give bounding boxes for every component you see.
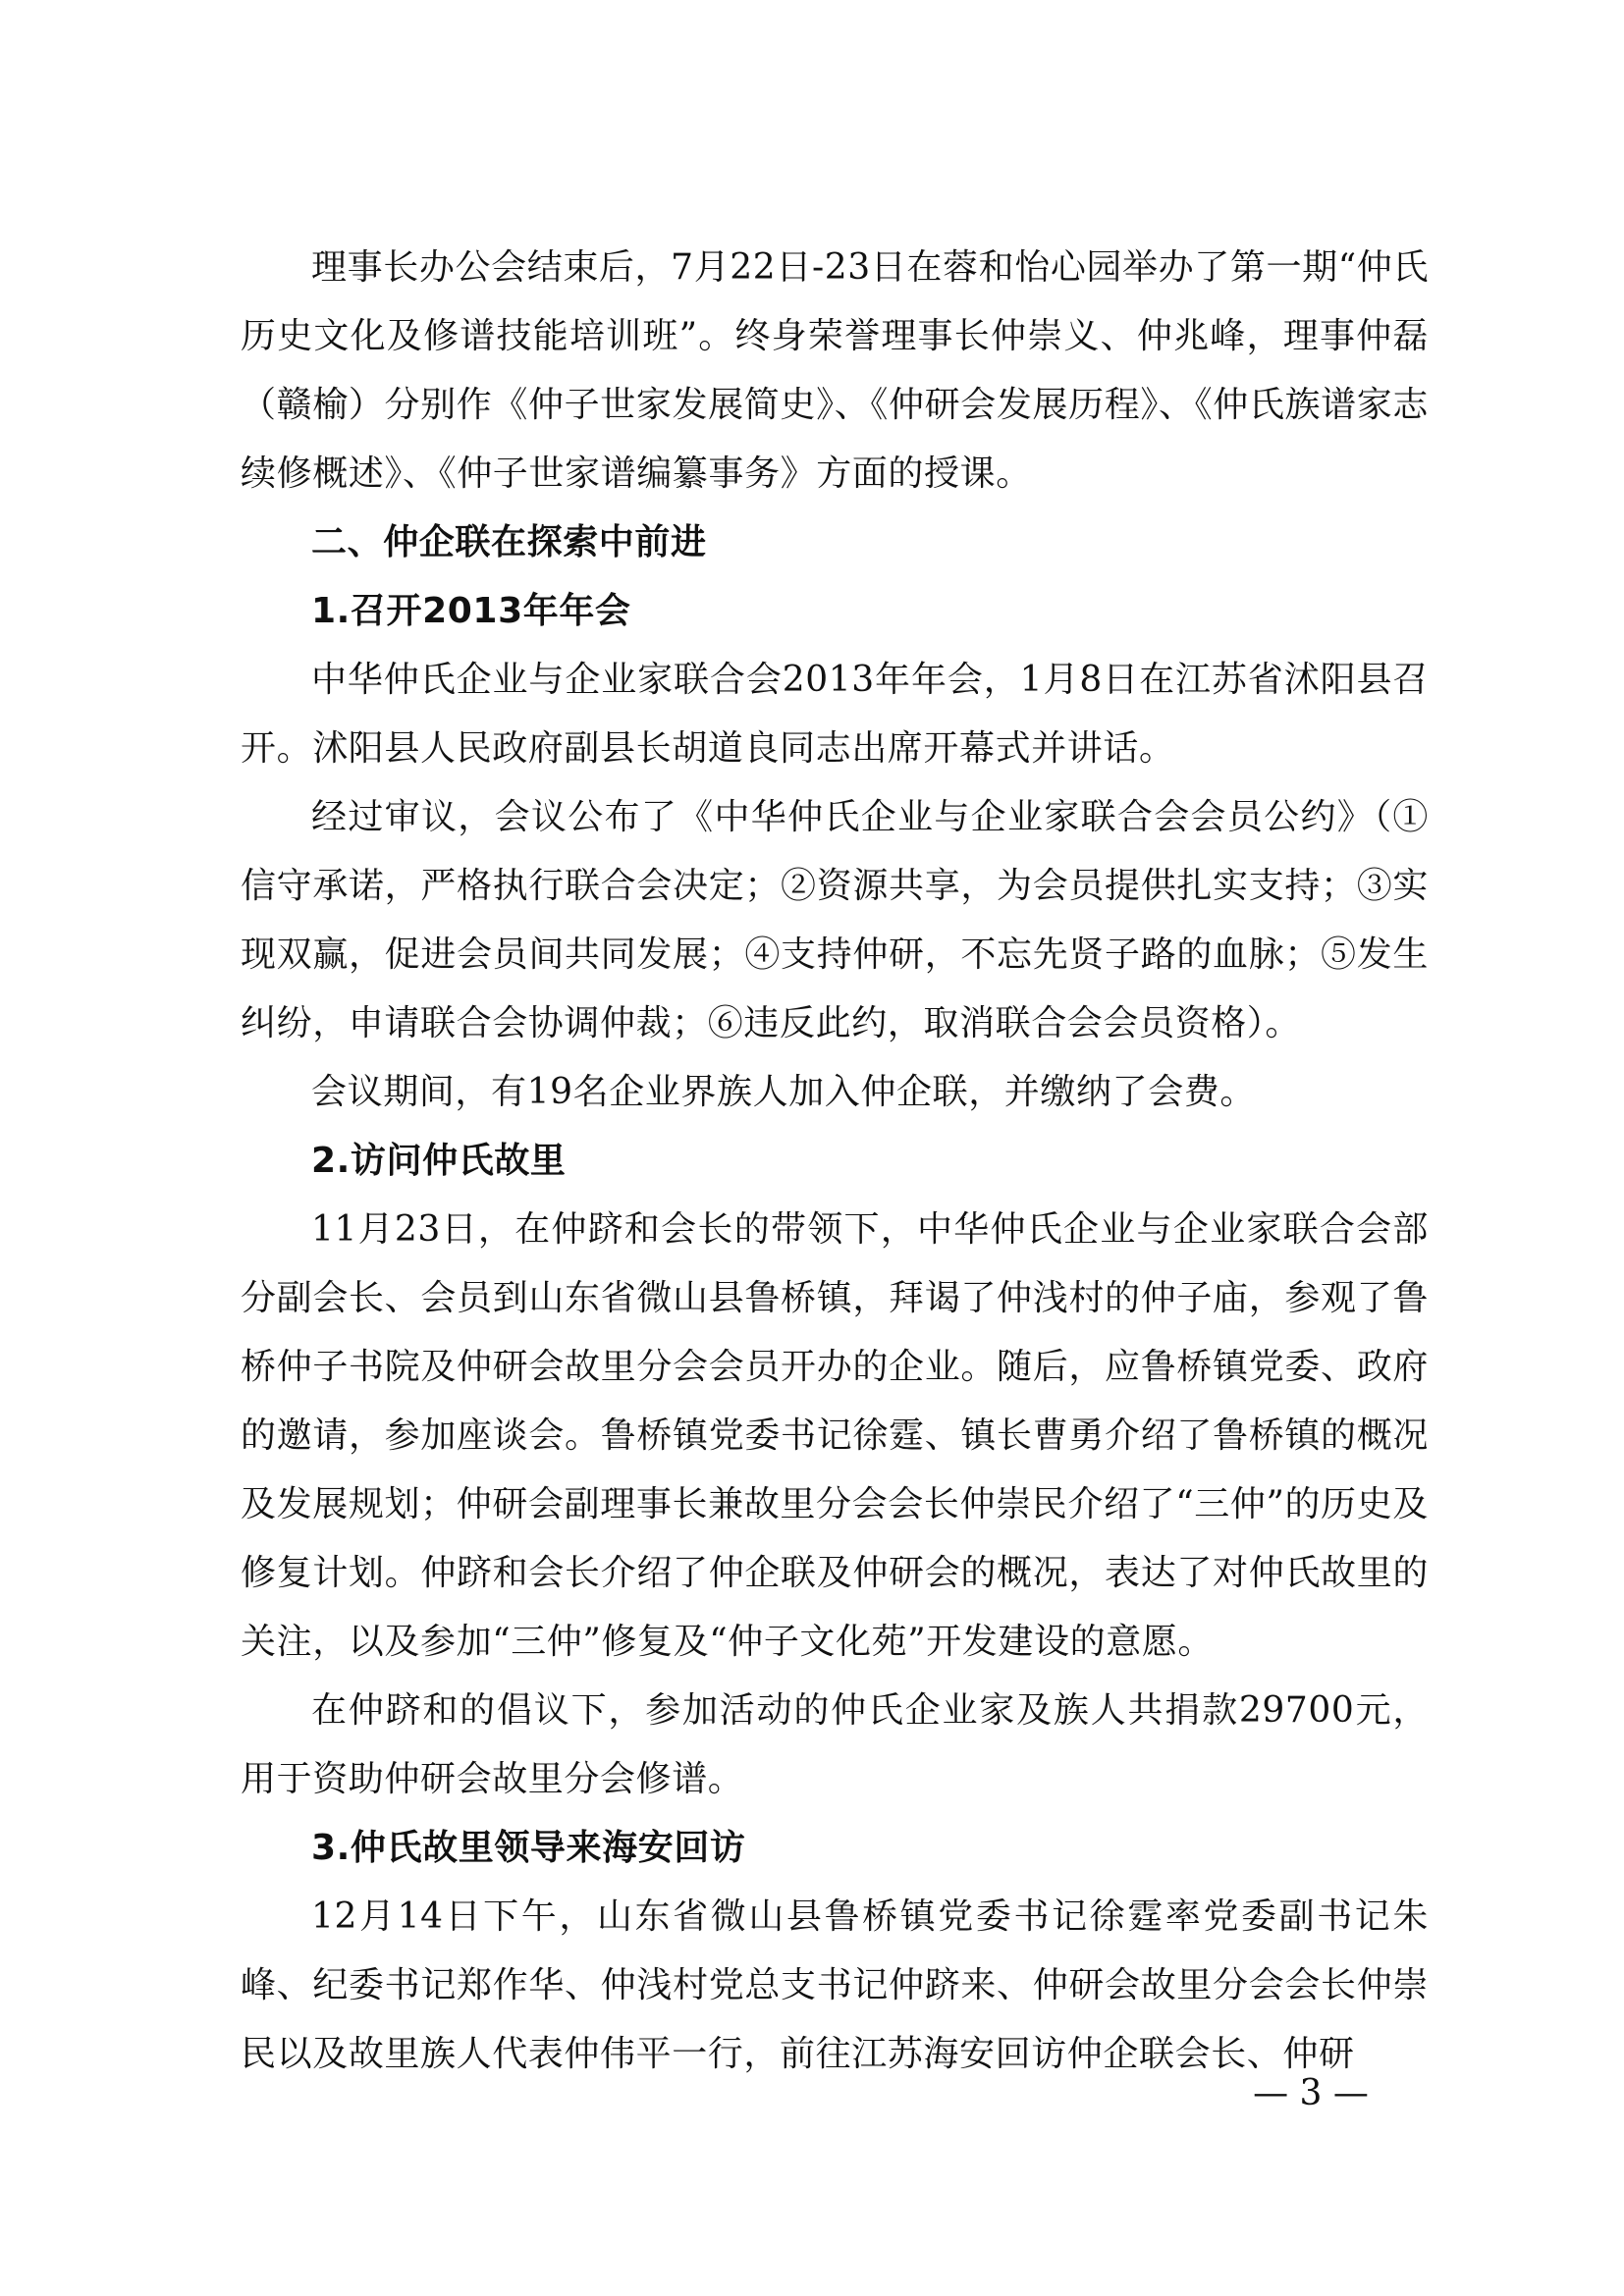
paragraph-member-convention: 经过审议，会议公布了《中华仲氏企业与企业家联合会会员公约》（①信守承诺，严格执行联合会决定；②资源共享，为会员提供扎实支持；③实现双赢，促进会员间共同发展；④支持仲研，不忘先贤子路的血脉；⑤发生纠纷，申请联合会协调仲裁；⑥违反此约，取消联合会会员资格）。 <box>241 797 1429 1043</box>
subheading-visit-hometown: 2.访问仲氏故里 <box>311 1141 567 1181</box>
document-body <box>241 234 1429 2089</box>
paragraph-return-visit: 12月14日下午，山东省微山县鲁桥镇党委书记徐霆率党委副书记朱峰、纪委书记郑作华、仲浅村党总支书记仲跻来、仲研会故里分会会长仲崇民以及故里族人代表仲伟平一行，前往江苏海安回访仲企联会长、仲研 <box>241 1896 1429 2074</box>
paragraph-annual-meeting: 中华仲氏企业与企业家联合会2013年年会，1月8日在江苏省沭阳县召开。沭阳县人民政府副县长胡道良同志出席开幕式并讲话。 <box>241 660 1429 769</box>
paragraph-donation: 在仲跻和的倡议下，参加活动的仲氏企业家及族人共捐款29700元，用于资助仲研会故里分会修谱。 <box>241 1690 1429 1799</box>
paragraph-new-members: 会议期间，有19名企业界族人加入仲企联，并缴纳了会费。 <box>311 1072 1257 1112</box>
subheading-return-visit: 3.仲氏故里领导来海安回访 <box>311 1828 746 1868</box>
page-number: — 3 — <box>1253 2073 1369 2113</box>
section-heading-2: 二、仲企联在探索中前进 <box>311 522 707 562</box>
paragraph-training-class: 理事长办公会结束后，7月22日-23日在蓉和怡心园举办了第一期“仲氏历史文化及修谱技能培训班”。终身荣誉理事长仲崇义、仲兆峰，理事仲磊（赣榆）分别作《仲子世家发展简史》、《仲研会发展历程》、《仲氏族谱家志续修概述》、《仲子世家谱编纂事务》方面的授课。 <box>241 247 1429 494</box>
paragraph-visit-hometown: 11月23日，在仲跻和会长的带领下，中华仲氏企业与企业家联合会部分副会长、会员到山东省微山县鲁桥镇，拜谒了仲浅村的仲子庙，参观了鲁桥仲子书院及仲研会故里分会会员开办的企业。随后，应鲁桥镇党委、政府的邀请，参加座谈会。鲁桥镇党委书记徐霆、镇长曹勇介绍了鲁桥镇的概况及发展规划；仲研会副理事长兼故里分会会长仲崇民介绍了“三仲”的历史及修复计划。仲跻和会长介绍了仲企联及仲研会的概况，表达了对仲氏故里的关注，以及参加“三仲”修复及“仲子文化苑”开发建设的意愿。 <box>241 1209 1429 1662</box>
subheading-annual-meeting: 1.召开2013年年会 <box>311 591 631 631</box>
